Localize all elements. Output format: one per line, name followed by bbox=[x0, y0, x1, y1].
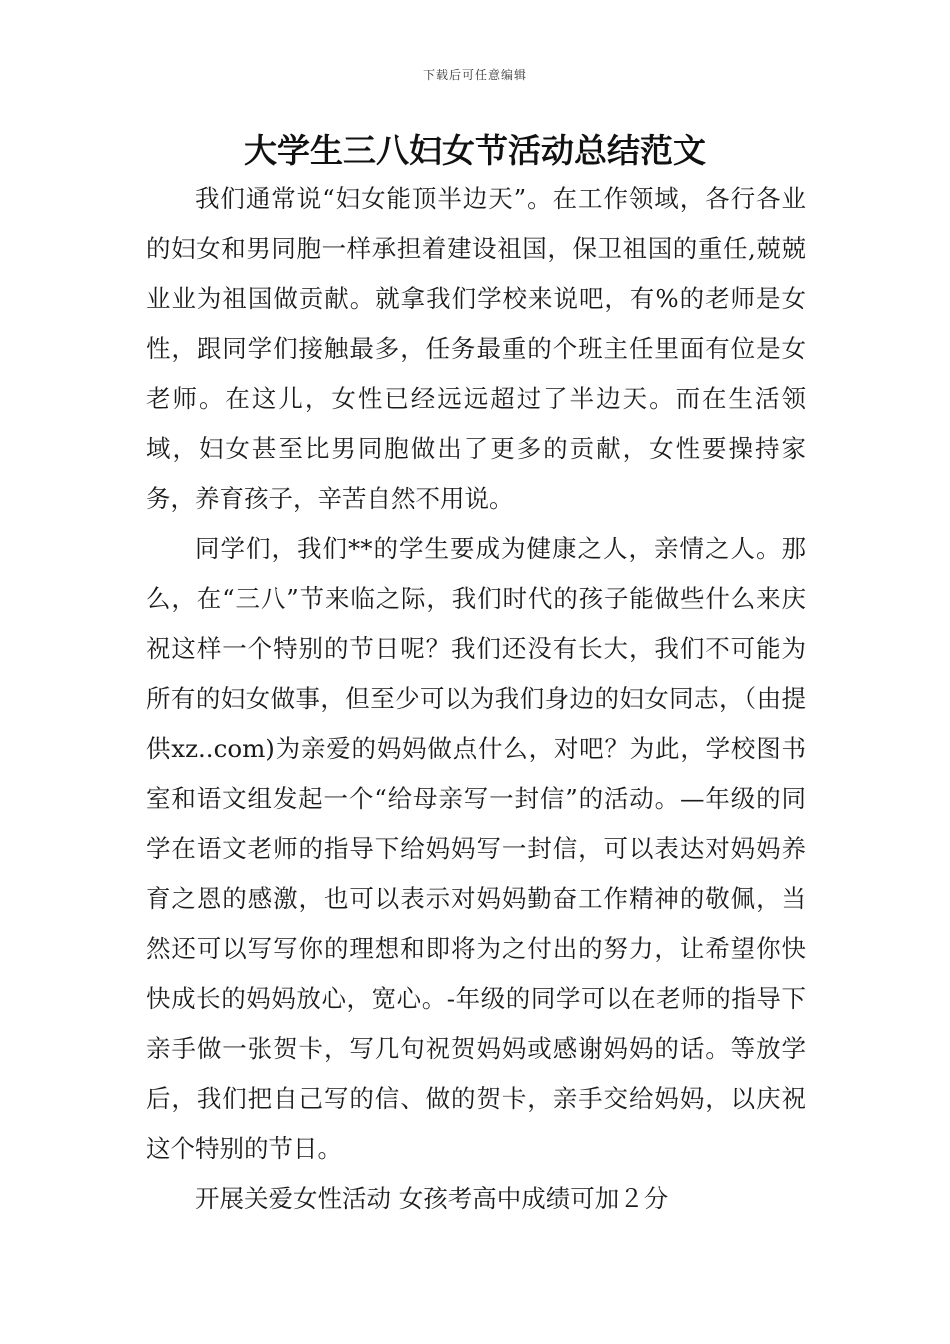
page-header-note: 下载后可任意编辑 bbox=[422, 68, 527, 82]
paragraph-1: 我们通常说“妇女能顶半边天”。在工作领域，各行各业的妇女和男同胞一样承担着建设祖国，保卫祖国的重任,兢兢业业为祖国做贡献。就拿我们学校来说吧，有%的老师是女性，跟同学们接触最多，任务最重的个班主任里面有位是女老师。在这儿，女性已经远远超过了半边天。而在生活领域，妇女甚至比男同胞做出了更多的贡献，女性要操持家务，养育孩子，辛苦自然不用说。 bbox=[146, 184, 806, 513]
paragraph-2: 同学们，我们**的学生要成为健康之人，亲情之人。那么，在“三八”节来临之际，我们时代的孩子能做些什么来庆祝这样一个特别的节日呢？我们还没有长大，我们不可能为所有的妇女做事，但至少可以为我们身边的妇女同志，（由提供xz..com)为亲爱的妈妈做点什么，对吧？为此，学校图书室和语文组发起一个“给母亲写一封信”的活动。—年级的同学在语文老师的指导下给妈妈写一封信，可以表达对妈妈养育之恩的感激，也可以表示对妈妈勤奋工作精神的敬佩，当然还可以写写你的理想和即将为之付出的努力，让希望你快快成长的妈妈放心，宽心。-年级的同学可以在老师的指导下亲手做一张贺卡，写几句祝贺妈妈或感谢妈妈的话。等放学后，我们把自己写的信、做的贺卡，亲手交给妈妈，以庆祝这个特别的节日。 bbox=[146, 534, 806, 1163]
paragraph-3: 开展关爱女性活动 女孩考高中成绩可加２分 bbox=[195, 1184, 669, 1213]
document-title: 大学生三八妇女节活动总结范文 bbox=[244, 131, 706, 170]
document-body bbox=[146, 174, 806, 1224]
